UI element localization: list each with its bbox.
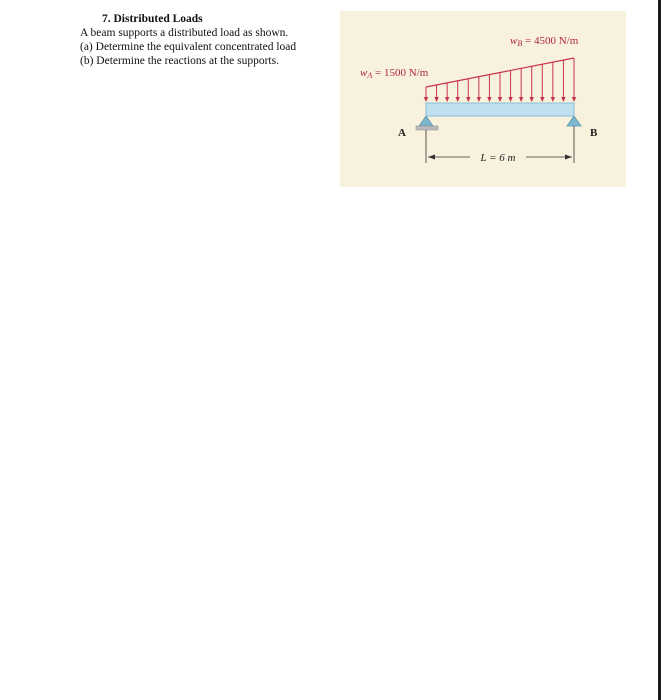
- load-arrow-head: [508, 97, 512, 102]
- problem-line-part-a: (a) Determine the equivalent concentrated load: [80, 41, 297, 53]
- problem-title: 7. Distributed Loads: [102, 13, 203, 25]
- support-label-a: A: [398, 127, 406, 139]
- load-label-a: [360, 67, 429, 80]
- load-arrow-head: [466, 97, 470, 102]
- load-arrow-head: [530, 97, 534, 102]
- load-arrow-head: [477, 97, 481, 102]
- problem-line-intro: A beam supports a distributed load as shown.: [80, 27, 289, 39]
- load-arrow-head: [551, 97, 555, 102]
- load-arrow-head: [519, 97, 523, 102]
- load-label-b-symbol: w: [510, 35, 518, 47]
- load-arrow-head: [487, 97, 491, 102]
- problem-statement: [80, 12, 335, 68]
- distributed-load: [424, 58, 576, 102]
- load-label-b-value: = 4500 N/m: [522, 35, 579, 47]
- support-b-roller: [567, 116, 581, 126]
- load-arrow-head: [572, 97, 576, 102]
- load-arrow-head: [540, 97, 544, 102]
- problem-line-part-b: (b) Determine the reactions at the supports.: [80, 55, 279, 67]
- load-arrow-head: [424, 97, 428, 102]
- beam-figure: [340, 11, 626, 187]
- dimension-arrow-left: [428, 155, 435, 160]
- load-arrow-head: [445, 97, 449, 102]
- load-arrow-head: [456, 97, 460, 102]
- load-label-a-symbol: w: [360, 67, 368, 79]
- beam: [426, 103, 574, 116]
- load-arrow-head: [498, 97, 502, 102]
- load-label-a-value: = 1500 N/m: [372, 67, 429, 79]
- dimension-arrow-right: [565, 155, 572, 160]
- load-label-a-subscript: A: [367, 71, 373, 80]
- support-a-base: [416, 126, 438, 130]
- length-label: L = 6 m: [480, 152, 516, 164]
- load-label-b: [510, 35, 579, 48]
- support-a-pin: [419, 116, 433, 126]
- support-label-b: B: [590, 127, 598, 139]
- beam-diagram: [340, 11, 626, 187]
- load-arrow-head: [434, 97, 438, 102]
- load-label-b-subscript: B: [517, 39, 523, 48]
- load-arrow-head: [561, 97, 565, 102]
